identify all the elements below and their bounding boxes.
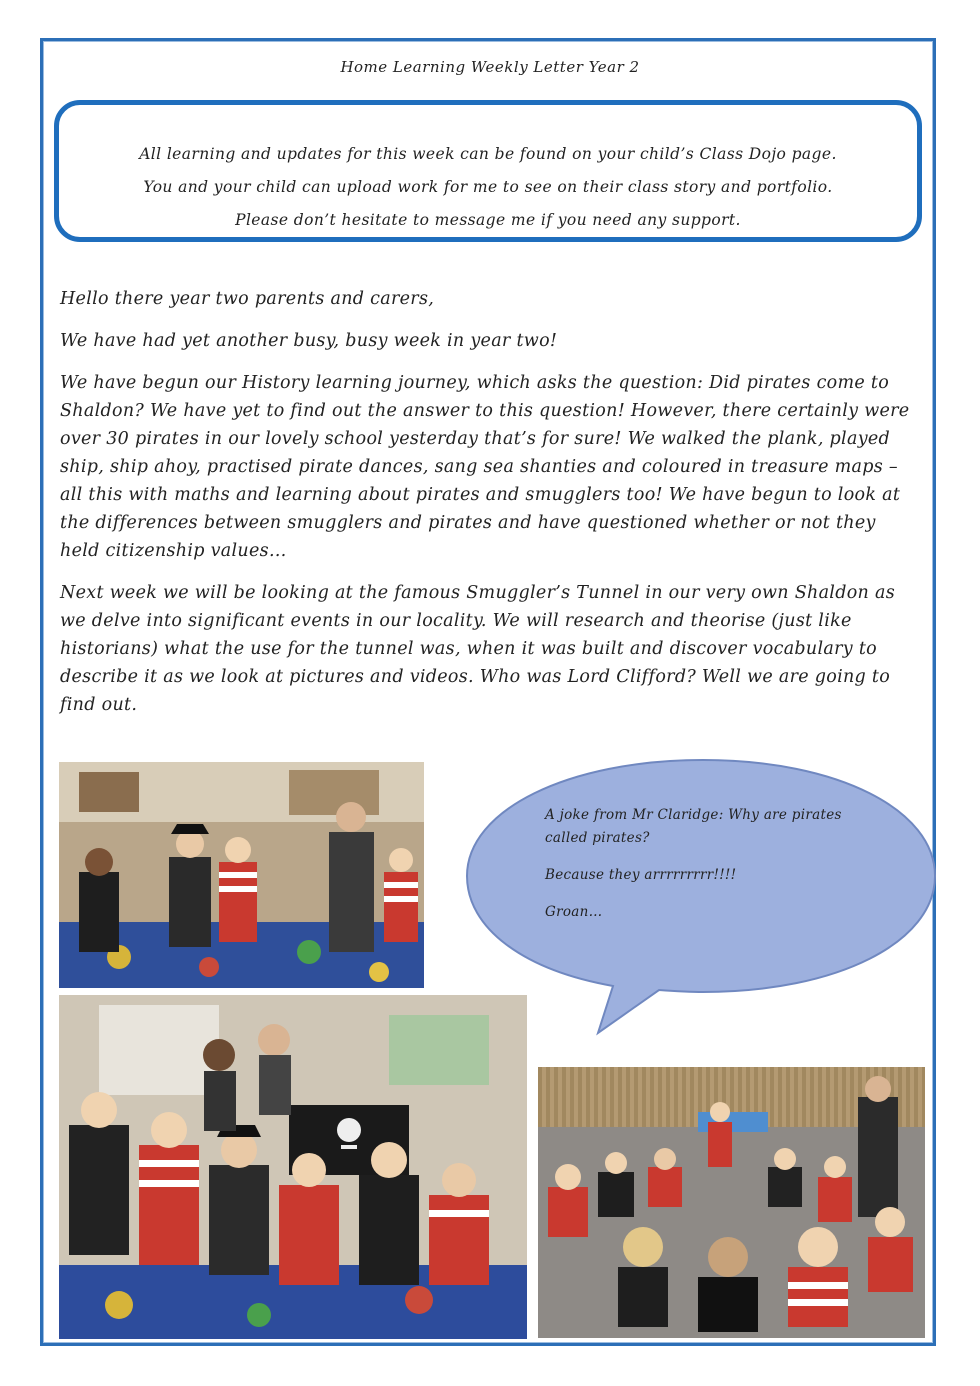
letter-title: Home Learning Weekly Letter Year 2	[340, 58, 640, 76]
joke-answer: Because they arrrrrrrrr!!!!	[545, 867, 737, 883]
intro-paragraph: We have had yet another busy, busy week in year two!	[60, 331, 558, 351]
letter-body	[60, 285, 920, 733]
photo-classroom-dance	[59, 762, 424, 988]
notice-line-2: You and your child can upload work for me to see on their class story and portfolio.	[143, 178, 833, 196]
notice-line-3: Please don’t hesitate to message me if you need any support.	[235, 211, 741, 229]
joke-reaction: Groan…	[545, 904, 603, 920]
joke-text	[545, 804, 845, 938]
next-week-paragraph: Next week we will be looking at the famous Smuggler’s Tunnel in our very own Shaldon as we delve into significant events in our locality. We will research and theorise (just like historians) what the use for the tunnel was, when it was built and discover vocabulary to describe it as we look at pictures and videos. Who was Lord Clifford? Well we are going to find out.	[60, 583, 895, 715]
photo-pirate-group	[59, 995, 527, 1339]
joke-speech-bubble	[463, 758, 943, 1038]
greeting: Hello there year two parents and carers,	[60, 289, 435, 309]
notice-box	[54, 100, 922, 242]
photo-playground-circle	[538, 1067, 925, 1338]
notice-line-1: All learning and updates for this week can be found on your child’s Class Dojo page.	[139, 145, 837, 163]
history-paragraph: We have begun our History learning journey, which asks the question: Did pirates come to Shaldon? We have yet to find out the answer to this question! However, there certainly were over 30 pirates in our lovely school yesterday that’s for sure! We walked the plank, played ship, ship ahoy, practised pirate dances, sang sea shanties and coloured in treasure maps – all this with maths and learning about pirates and smugglers too! We have begun to look at the differences between smugglers and pirates and have questioned whether or not they held citizenship values…	[60, 373, 910, 561]
joke-question: A joke from Mr Claridge: Why are pirates called pirates?	[545, 807, 842, 846]
